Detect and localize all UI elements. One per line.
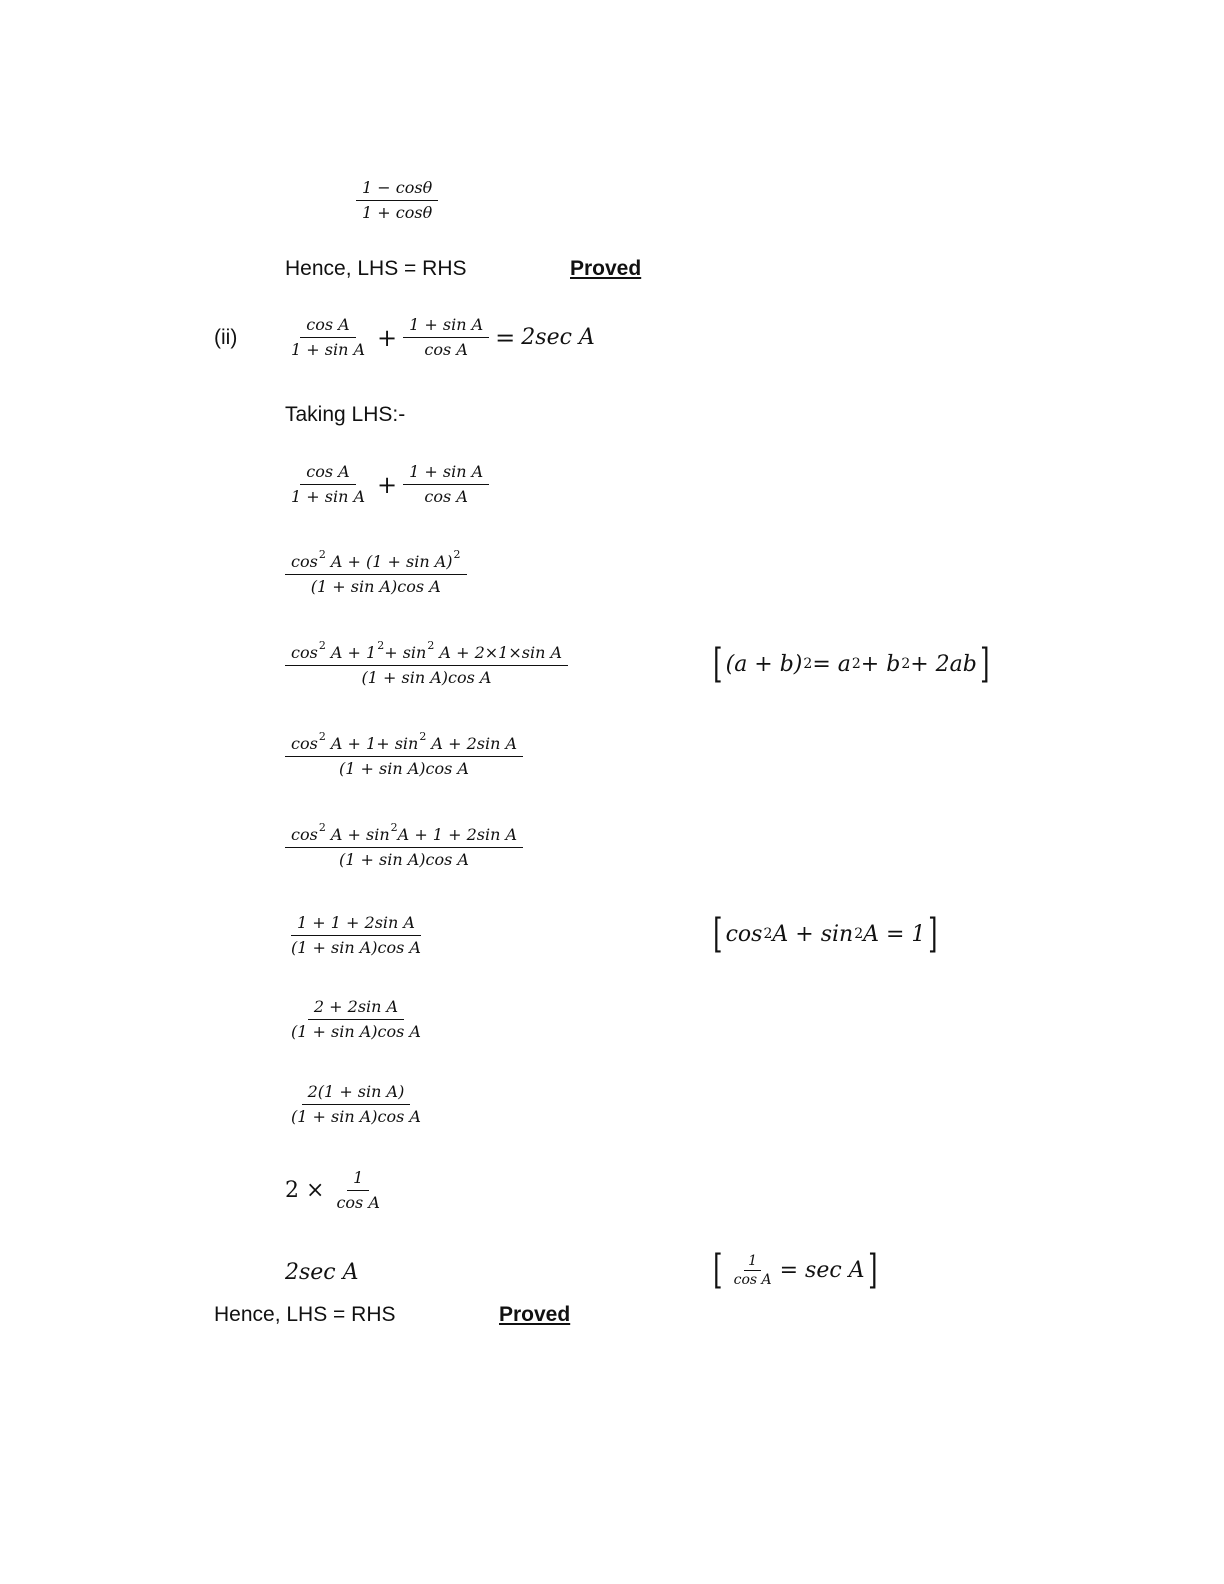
part-i-proved: Proved — [570, 257, 642, 280]
part-ii-label: (ii) — [214, 326, 238, 349]
step-6: $\frac{\text{1 + 1 + 2sin A}}{\text{(1 + sin A)cos A}}$ — [291, 913, 421, 957]
part-i-conclusion: Hence, LHS = RHS — [285, 257, 467, 280]
step-3: $\frac{\cos^2 A + 1^2+ \sin^2 A + 2\times 1\times\sin A}{\text{(1 + sin A)cos A}}$ — [285, 642, 568, 689]
taking-lhs-label: Taking LHS:- — [285, 403, 406, 426]
part-i-final-fraction: $\frac{1 - \cos\theta}{1 + \cos\theta}$ — [356, 177, 438, 224]
step-5: $\frac{\cos^2 A + \sin^2A + 1 + 2\sin A}{\text{(1 + sin A)cos A}}$ — [285, 824, 523, 871]
note-pythagorean-identity: [ cos 2 A + sin 2 A = 1 ] — [713, 911, 938, 957]
note-binomial-identity: [ (a + b) 2 = a 2 + b 2 + 2ab ] — [713, 641, 990, 687]
part-ii-question: $\frac{\text{cos A}}{\text{1 + sin A}}$ + $\frac{\text{1 + sin A}}{\text{cos A}}$ = 2sec A — [291, 315, 595, 359]
note-secant-identity: [ $\frac{1}{\text{cos A}}$ = sec A ] — [713, 1247, 878, 1293]
step-10-result: 2sec A — [285, 1260, 359, 1285]
step-9: 2 × $\frac{1}{\text{cos A}}$ — [285, 1168, 380, 1212]
part-ii-conclusion: Hence, LHS = RHS — [214, 1303, 396, 1326]
step-7: $\frac{\text{2 + 2sin A}}{\text{(1 + sin A)cos A}}$ — [291, 997, 421, 1041]
part-ii-proved: Proved — [499, 1303, 571, 1326]
step-1: $\frac{\text{cos A}}{\text{1 + sin A}}$ + $\frac{\text{1 + sin A}}{\text{cos A}}$ — [285, 461, 489, 508]
step-2: $\frac{\cos^2 A + (1 + \sin A)^2}{\text{(1 + sin A)cos A}}$ — [285, 551, 467, 598]
step-4: $\frac{\cos^2 A + 1+ \sin^2 A + 2\sin A}{\text{(1 + sin A)cos A}}$ — [285, 733, 523, 780]
step-8: $\frac{\text{2(1 + sin A)}}{\text{(1 + sin A)cos A}}$ — [291, 1082, 421, 1126]
